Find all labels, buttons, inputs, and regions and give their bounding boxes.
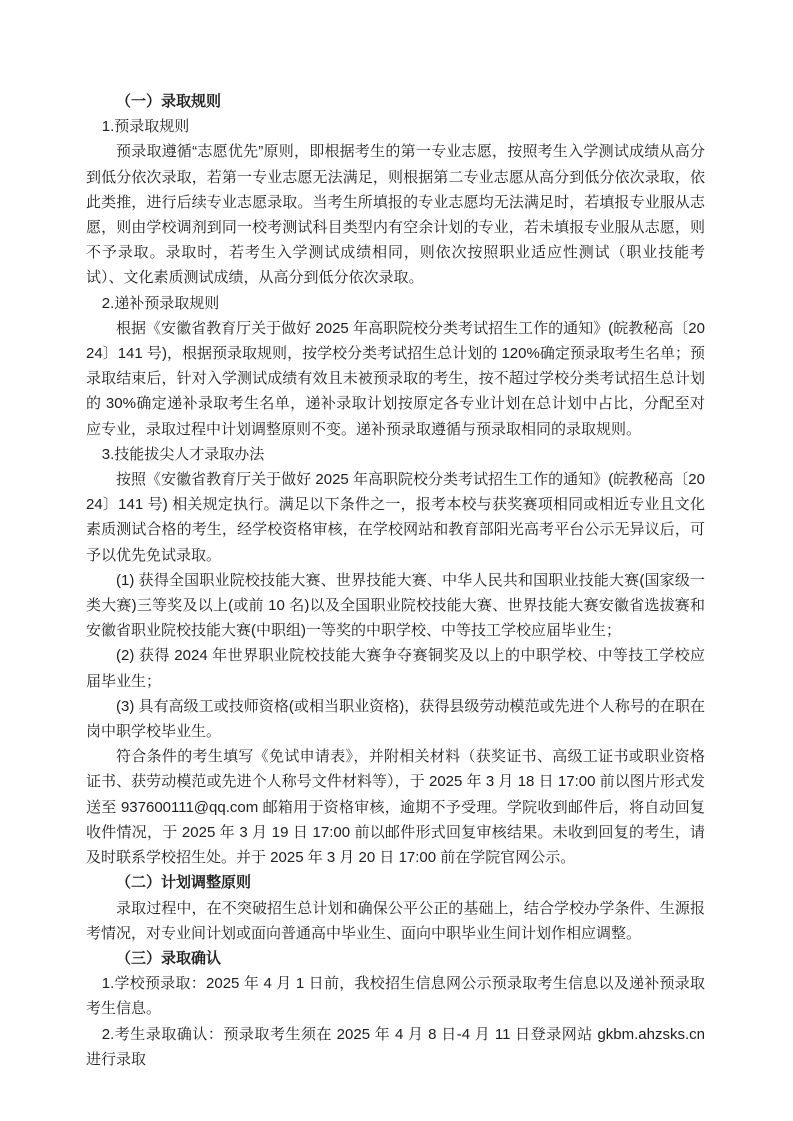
subheading-skill-talent-method: 3.技能拔尖人才录取办法 — [101, 445, 265, 463]
paragraph-exemption-application: 符合条件的考生填写《免试申请表》，并附相关材料（获奖证书、高级工证书或职业资格证书、获劳动模范或先进个人称号文件材料等），于 2025 年 3 月 18 日 17:00 前以图片形式发送至 937600111@qq.com 邮箱用于资格审核，逾期不予受理。学院收到邮件后，将自动回复收件情况，于 2025 年 3 月 19 日 17:00 前以邮件形式回复审核结果。未收到回复的考生，请及时联系学校招生处。并于 2025 年 3 月 20 日 17:00 前在学院官网公示。 — [86, 748, 705, 867]
paragraph-supplementary-rule: 根据《安徽省教育厅关于做好 2025 年高职院校分类考试招生工作的通知》(皖教秘高〔2024〕141 号)，根据预录取规则，按学校分类考试招生总计划的 120%确定预录取考生名单；预录取结束后，针对入学测试成绩有效且未被预录取的考生，按不超过学校分类考试招生总计划的 30%确定递补录取考生名单，递补录取计划按原定各专业计划在总计划中占比，分配至对应专业，录取过程中计划调整原则不变。递补预录取遵循与预录取相同的录取规则。 — [86, 319, 705, 438]
paragraph-pre-admission-rule: 预录取遵循“志愿优先”原则，即根据考生的第一专业志愿，按照考生入学测试成绩从高分到低分依次录取，若第一专业志愿无法满足，则根据第二专业志愿从高分到低分依次录取，依此类推，进行后续专业志愿录取。当考生所填报的专业志愿均无法满足时，若填报专业服从志愿，则由学校调剂到同一校考测试科目类型内有空余计划的专业，若未填报专业服从志愿，则不予录取。录取时，若考生入学测试成绩相同，则依次按照职业适应性测试（职业技能考试）、文化素质测试成绩，从高分到低分依次录取。 — [86, 143, 705, 287]
paragraph-skill-talent-method: 按照《安徽省教育厅关于做好 2025 年高职院校分类考试招生工作的通知》(皖教秘高〔2024〕141 号) 相关规定执行。满足以下条件之一，报考本校与获奖赛项相同或相近专业且文化素质测试合格的考生，经学校资格审核，在学校网站和教育部阳光高考平台公示无异议后，可予以优先免试录取。 — [86, 471, 705, 564]
paragraph-plan-adjustment: 录取过程中，在不突破招生总计划和确保公平公正的基础上，结合学校办学条件、生源报考情况，对专业间计划或面向普通高中毕业生、面向中职毕业生间计划作相应调整。 — [86, 899, 705, 942]
list-item-condition-2: (2) 获得 2024 年世界职业院校技能大赛争夺赛铜奖及以上的中职学校、中等技工学校应届毕业生； — [86, 647, 705, 690]
section-heading-admission-confirmation: （三）录取确认 — [116, 949, 222, 967]
list-item-condition-1: (1) 获得全国职业院校技能大赛、世界技能大赛、中华人民共和国职业技能大赛(国家级一类大赛)三等奖及以上(或前 10 名)以及全国职业院校技能大赛、世界技能大赛安徽省选拔赛和安徽省职业院校技能大赛(中职组)一等奖的中职学校、中等技工学校应届毕业生； — [86, 571, 705, 640]
paragraph-candidate-confirmation: 2.考生录取确认：预录取考生须在 2025 年 4 月 8 日-4 月 11 日登录网站 gkbm.ahzsks.cn 进行录取 — [86, 1025, 705, 1068]
section-heading-admission-rules: （一）录取规则 — [116, 93, 222, 110]
paragraph-school-pre-admission: 1.学校预录取：2025 年 4 月 1 日前，我校招生信息网公示预录取考生信息以及递补预录取考生信息。 — [86, 975, 705, 1018]
list-item-condition-3: (3) 具有高级工或技师资格(或相当职业资格)，获得县级劳动模范或先进个人称号的在职在岗中职学校毕业生。 — [86, 697, 705, 741]
subheading-pre-admission-rule: 1.预录取规则 — [101, 118, 190, 136]
subheading-supplementary-rule: 2.递补预录取规则 — [101, 294, 220, 312]
section-heading-plan-adjustment: （二）计划调整原则 — [116, 874, 252, 892]
